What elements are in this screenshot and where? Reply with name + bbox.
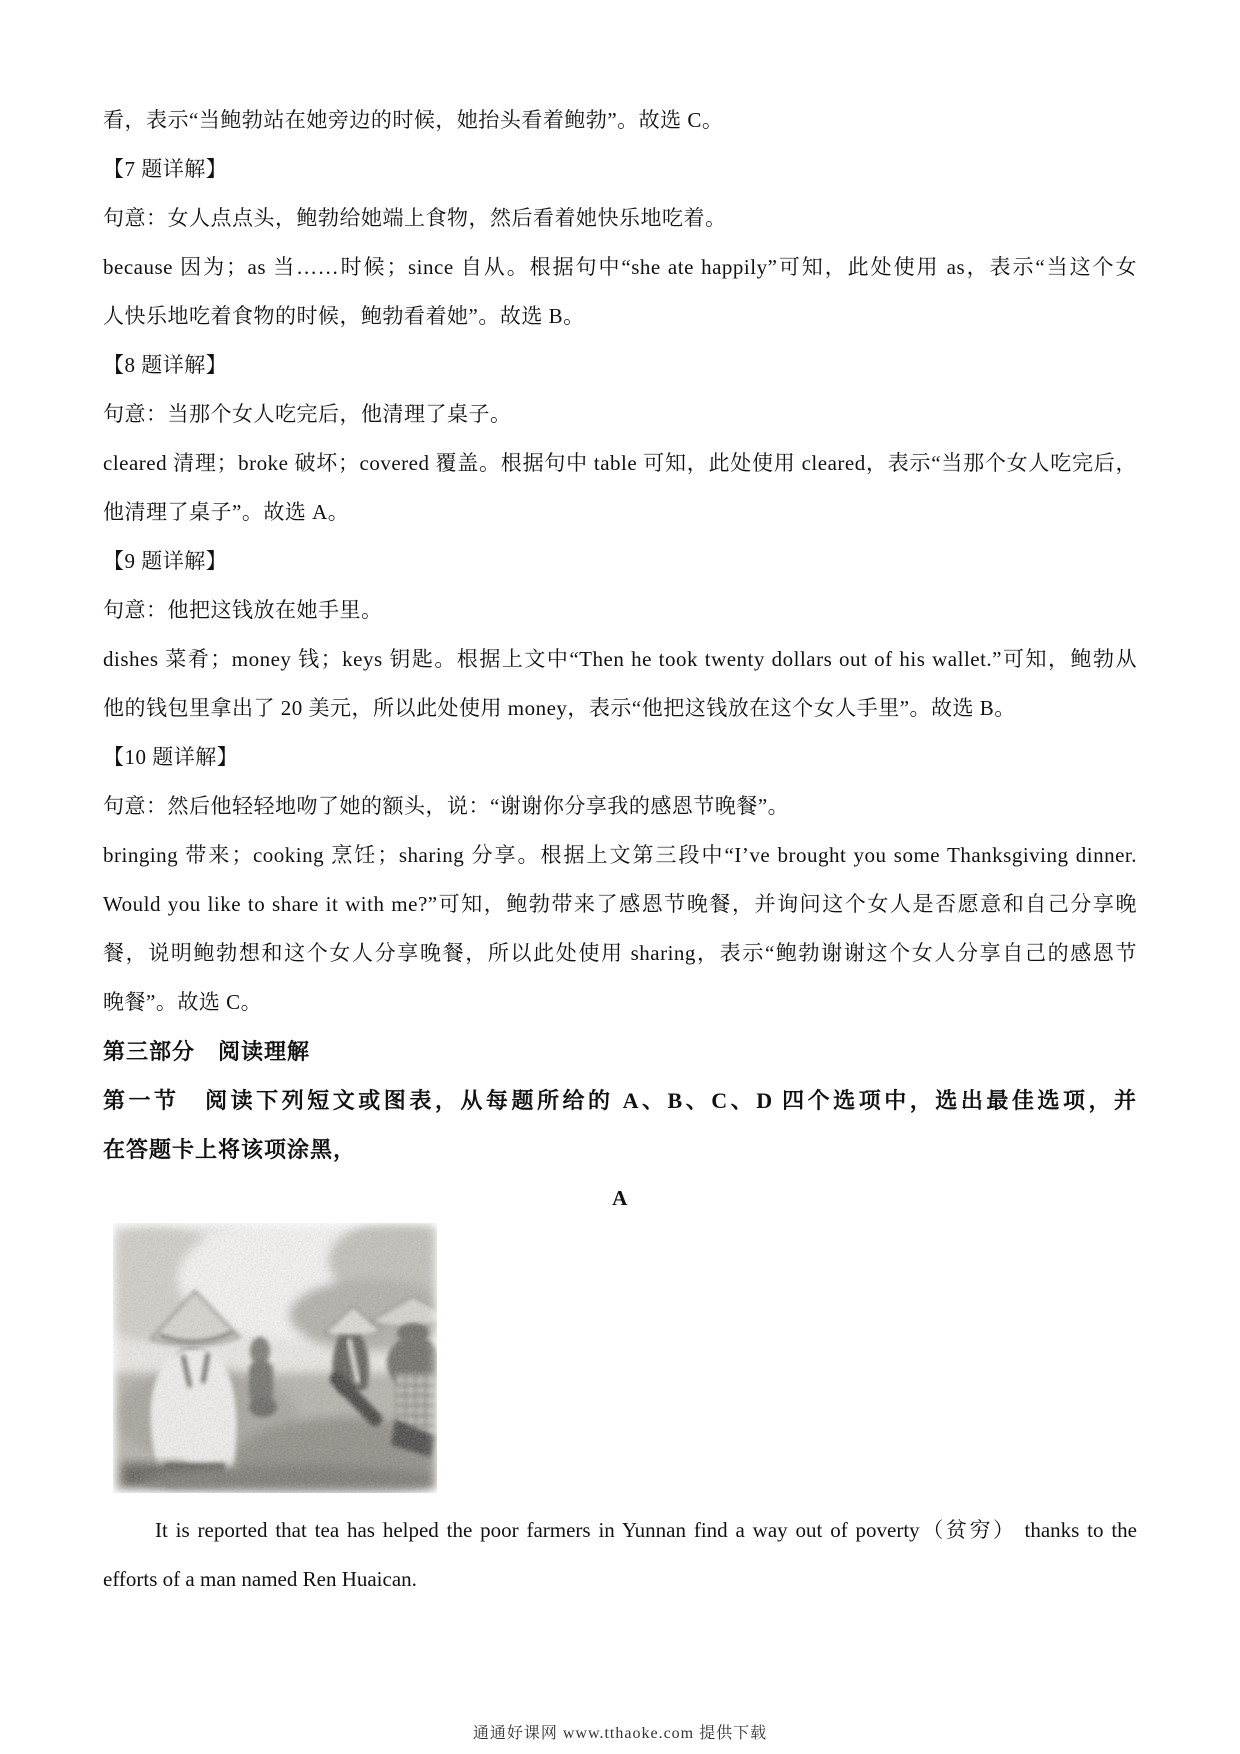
passage-line: It is reported that tea has helped the poor farmers in Yunnan find a way out of poverty（贫穷） thanks to the	[155, 1518, 1137, 1542]
question-9-heading: 【9 题详解】	[103, 549, 228, 573]
section1-instruction: 第一节 阅读下列短文或图表，从每题所给的 A、B、C、D 四个选项中，选出最佳选项，并	[103, 1088, 1137, 1113]
passage-line: efforts of a man named Ren Huaican.	[103, 1567, 417, 1591]
explanation-line: 他清理了桌子”。故选 A。	[103, 500, 350, 524]
tea-picking-photo	[113, 1223, 437, 1493]
instruction-continued: 在答题卡上将该项涂黑，	[103, 1137, 357, 1162]
passage-label-a: A	[612, 1186, 628, 1210]
question-8-heading: 【8 题详解】	[103, 353, 228, 377]
reading-passage-a	[103, 1506, 1137, 1604]
download-credit: 通通好课网 www.tthaoke.com 提供下载	[472, 1725, 768, 1742]
explanation-line: Would you like to share it with me?”可知，鲍勃带来了感恩节晚餐，并询问这个女人是否愿意和自己分享晚	[103, 892, 1137, 916]
explanation-line: 他的钱包里拿出了 20 美元，所以此处使用 money，表示“他把这钱放在这个女人手里”。故选 B。	[103, 696, 1016, 720]
explanation-line: 句意：女人点点头，鲍勃给她端上食物，然后看着她快乐地吃着。	[103, 206, 727, 230]
explanation-line: cleared 清理；broke 破坏；covered 覆盖。根据句中 table 可知，此处使用 cleared，表示“当那个女人吃完后，	[103, 451, 1137, 475]
explanation-line: 看，表示“当鲍勃站在她旁边的时候，她抬头看着鲍勃”。故选 C。	[103, 108, 724, 132]
explanation-line: bringing 带来；cooking 烹饪；sharing 分享。根据上文第三段中“I’ve brought you some Thanksgiving dinner.	[103, 843, 1137, 867]
tea-picking-photo-art	[113, 1223, 437, 1493]
explanation-line: 餐，说明鲍勃想和这个女人分享晚餐，所以此处使用 sharing，表示“鲍勃谢谢这个女人分享自己的感恩节	[103, 941, 1137, 965]
explanation-line: dishes 菜肴；money 钱；keys 钥匙。根据上文中“Then he took twenty dollars out of his wallet.”可知，鲍勃从	[103, 647, 1137, 671]
explanation-line: 句意：他把这钱放在她手里。	[103, 598, 383, 622]
explanation-line: 晚餐”。故选 C。	[103, 990, 263, 1014]
question-7-heading: 【7 题详解】	[103, 157, 228, 181]
explanation-line: 句意：当那个女人吃完后，他清理了桌子。	[103, 402, 512, 426]
explanation-line: because 因为；as 当……时候；since 自从。根据句中“she ate happily”可知，此处使用 as，表示“当这个女	[103, 255, 1137, 279]
explanation-line: 人快乐地吃着食物的时候，鲍勃看着她”。故选 B。	[103, 304, 585, 328]
explanation-line: 句意：然后他轻轻地吻了她的额头，说：“谢谢你分享我的感恩节晚餐”。	[103, 794, 790, 818]
part3-heading: 第三部分 阅读理解	[103, 1039, 311, 1064]
question-10-heading: 【10 题详解】	[103, 745, 239, 769]
explanations-section	[103, 96, 1137, 1223]
